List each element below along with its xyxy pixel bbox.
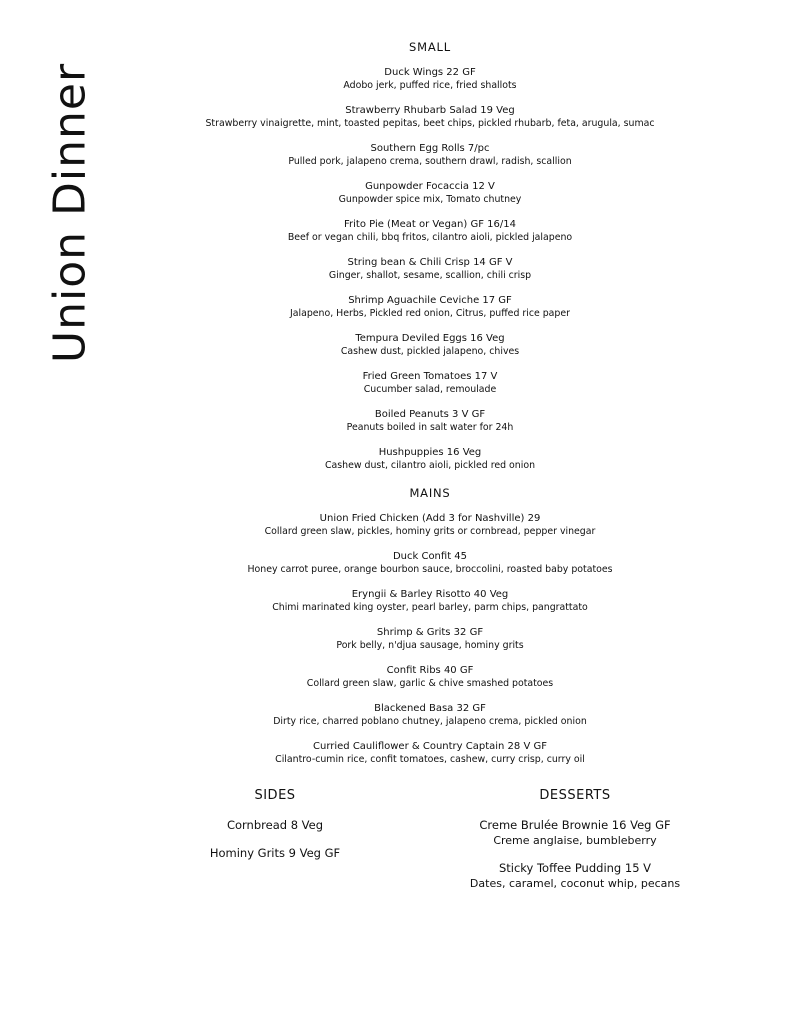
- menu-item-name: Tempura Deviled Eggs 16 Veg: [355, 333, 505, 344]
- menu-item-description: Pulled pork, jalapeno crema, southern drawl, radish, scallion: [288, 155, 572, 167]
- menu-item-description: Pork belly, n'djua sausage, hominy grits: [336, 639, 524, 651]
- menu-item-description: Cashew dust, cilantro aioli, pickled red onion: [324, 459, 536, 471]
- menu-item-name: Shrimp & Grits 32 GF: [376, 627, 484, 638]
- menu-item-name: String bean & Chili Crisp 14 GF V: [347, 257, 513, 268]
- menu-item-name: Southern Egg Rolls 7/pc: [370, 143, 490, 154]
- menu-item-description: Cashew dust, pickled jalapeno, chives: [340, 345, 520, 357]
- menu-item-name: Duck Wings 22 GF: [384, 67, 476, 78]
- menu-item-name: Hominy Grits 9 Veg GF: [209, 846, 341, 860]
- menu-item: [180, 818, 370, 833]
- menu-item-description: Beef or vegan chili, bbq fritos, cilantro aioli, pickled jalapeno: [287, 231, 573, 243]
- menu-item-name: Confit Ribs 40 GF: [386, 665, 474, 676]
- menu-item-name: Sticky Toffee Pudding 15 V: [498, 861, 652, 875]
- menu-item-name: Union Fried Chicken (Add 3 for Nashville) 29: [319, 513, 541, 524]
- menu-item-name: Blackened Basa 32 GF: [374, 703, 486, 714]
- menu-item-name: Curried Cauliflower & Country Captain 28 V GF: [313, 741, 547, 752]
- sides-section-title: SIDES: [254, 788, 296, 803]
- menu-item-name: Eryngii & Barley Risotto 40 Veg: [351, 589, 509, 600]
- menu-item: [190, 219, 670, 244]
- menu-item: [190, 143, 670, 168]
- mains-section-title: MAINS: [409, 486, 451, 500]
- desserts-section-title: DESSERTS: [539, 788, 611, 803]
- menu-item-description: Chimi marinated king oyster, pearl barley, parm chips, pangrattato: [272, 601, 588, 613]
- menu-item-description: Peanuts boiled in salt water for 24h: [346, 421, 514, 433]
- menu-item-description: Dates, caramel, coconut whip, pecans: [469, 877, 681, 890]
- menu-item: [190, 703, 670, 728]
- menu-item: [190, 371, 670, 396]
- menu-item-description: Cilantro-cumin rice, confit tomatoes, cashew, curry crisp, curry oil: [275, 753, 585, 765]
- menu-item-description: Collard green slaw, pickles, hominy grits or cornbread, pepper vinegar: [264, 525, 596, 537]
- menu-item-description: Creme anglaise, bumbleberry: [493, 834, 657, 847]
- menu-item-description: Jalapeno, Herbs, Pickled red onion, Citrus, puffed rice paper: [289, 307, 571, 319]
- menu-item-name: Gunpowder Focaccia 12 V: [365, 181, 495, 192]
- sides-section: [180, 788, 370, 874]
- menu-item-description: Dirty rice, charred poblano chutney, jalapeno crema, pickled onion: [273, 715, 587, 727]
- menu-item: [190, 181, 670, 206]
- menu-item: [190, 409, 670, 434]
- menu-item-description: Ginger, shallot, sesame, scallion, chili crisp: [328, 269, 532, 281]
- desserts-section: [445, 788, 705, 904]
- menu-item: [190, 333, 670, 358]
- menu-item: [180, 846, 370, 861]
- menu-item-description: Honey carrot puree, orange bourbon sauce, broccolini, roasted baby potatoes: [247, 563, 613, 575]
- menu-item: [190, 67, 670, 92]
- menu-item-description: Collard green slaw, garlic & chive smashed potatoes: [306, 677, 554, 689]
- menu-item-description: Cucumber salad, remoulade: [363, 383, 497, 395]
- page-title: Union Dinner: [44, 62, 96, 363]
- menu-item: [190, 257, 670, 282]
- small-section-title: SMALL: [409, 40, 451, 54]
- menu-item-name: Fried Green Tomatoes 17 V: [362, 371, 498, 382]
- menu-item: [190, 627, 670, 652]
- menu-item: [190, 589, 670, 614]
- menu-item-name: Frito Pie (Meat or Vegan) GF 16/14: [344, 219, 516, 230]
- menu-item: [190, 551, 670, 576]
- menu-item-name: Duck Confit 45: [392, 551, 468, 562]
- menu-item: [190, 105, 670, 130]
- menu-item: [190, 665, 670, 690]
- main-menu: [190, 40, 670, 779]
- menu-item: [190, 295, 670, 320]
- menu-item: [190, 513, 670, 538]
- menu-item-description: Strawberry vinaigrette, mint, toasted pepitas, beet chips, pickled rhubarb, feta, arugula, sumac: [205, 117, 655, 129]
- menu-item: [190, 741, 670, 766]
- menu-item-description: Adobo jerk, puffed rice, fried shallots: [343, 79, 517, 91]
- menu-item: [445, 861, 705, 891]
- menu-item-name: Shrimp Aguachile Ceviche 17 GF: [348, 295, 512, 306]
- page-title-container: [44, 45, 96, 380]
- menu-item-name: Cornbread 8 Veg: [226, 818, 324, 832]
- menu-item: [190, 447, 670, 472]
- menu-item-name: Hushpuppies 16 Veg: [378, 447, 482, 458]
- menu-item-name: Strawberry Rhubarb Salad 19 Veg: [345, 105, 515, 116]
- menu-item-name: Creme Brulée Brownie 16 Veg GF: [479, 818, 671, 832]
- menu-item-name: Boiled Peanuts 3 V GF: [374, 409, 486, 420]
- menu-item-description: Gunpowder spice mix, Tomato chutney: [338, 193, 522, 205]
- menu-item: [445, 818, 705, 848]
